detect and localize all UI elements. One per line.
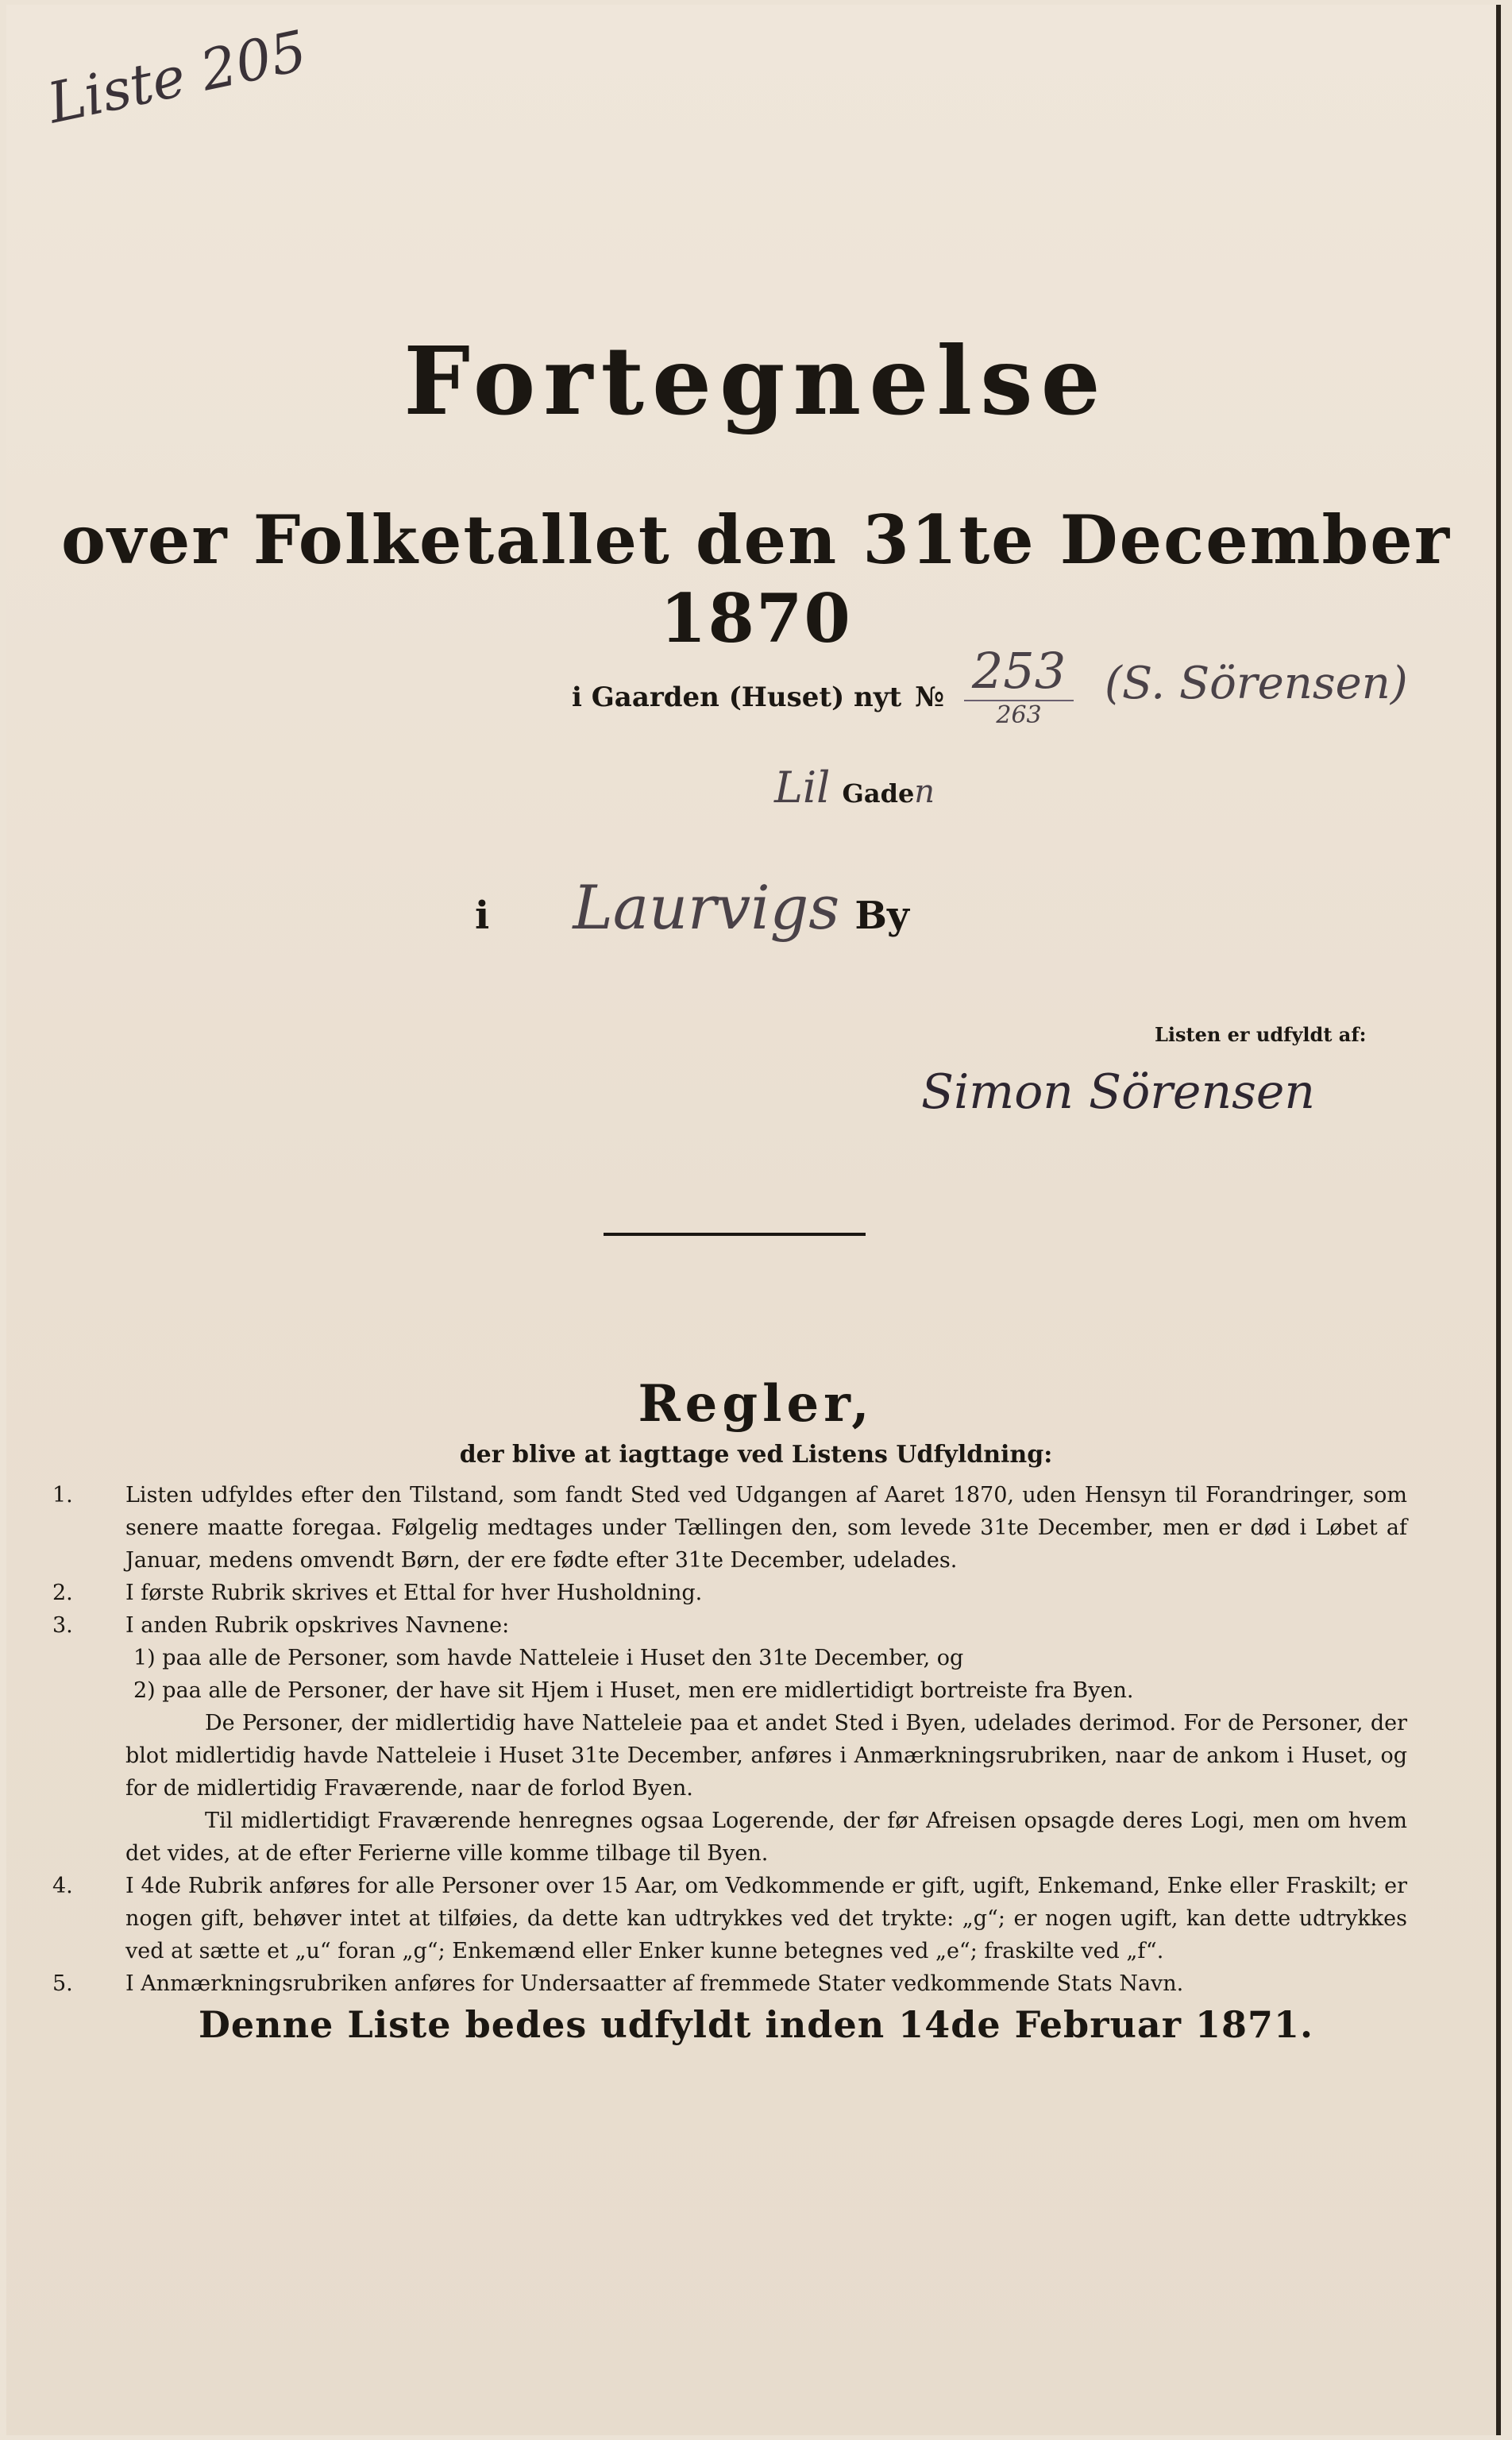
town-prefix: i xyxy=(475,894,490,938)
rule-1 xyxy=(52,1479,1407,1577)
rule-3-paragraph-1: De Personer, der midlertidig have Natteleie paa et andet Sted i Byen, udelades derimod. For de Personer, der blot midlertidig havde Natteleie i Huset 31te December, anføres i Anmærkningsrubriken, naar de ankom i Huset, og for de midlertidig Fraværende, naar de forlod Byen. xyxy=(125,1711,1407,1801)
rule-3-text: I anden Rubrik opskrives Navnene: xyxy=(125,1613,510,1638)
corner-note: Liste 205 xyxy=(42,17,313,137)
house-owner: (S. Sörensen) xyxy=(1105,658,1408,709)
rule-3-item-1: 1) paa alle de Personer, som havde Natteleie i Huset den 31te December, og xyxy=(133,1646,964,1670)
street-line xyxy=(774,762,935,813)
rule-2-text: I første Rubrik skrives et Ettal for hver Husholdning. xyxy=(125,1581,703,1605)
document-subtitle: over Folketallet den 31te December 1870 xyxy=(60,500,1451,658)
rule-5-number: 5. xyxy=(52,1971,73,1996)
rule-3-paragraph-2: Til midlertidigt Fraværende henregnes ogsaa Logerende, der før Afreisen opsagde deres Logi, men om hvem det vides, at de efter Ferierne ville komme tilbage til Byen. xyxy=(125,1809,1407,1866)
rule-4-text: I 4de Rubrik anføres for alle Personer over 15 Aar, om Vedkommende er gift, ugift, Enkemand, Enke eller Fraskilt; er nogen gift, behøver intet at tilføies, da dette kan udtrykkes ved det trykte: „g“; er nogen ugift, kan dette udtrykkes ved at sætte et „u“ foran „g“; Enkemænd eller Enker kunne betegnes ved „e“; fraskilte ved „f“. xyxy=(125,1874,1407,1963)
street-suffix: n xyxy=(914,774,935,810)
rule-3 xyxy=(52,1609,1407,1642)
rule-4 xyxy=(52,1870,1407,1967)
house-old-number: 263 xyxy=(996,701,1042,729)
street-name: Lil xyxy=(774,762,831,813)
filled-by-label: Listen er udfyldt af: xyxy=(1155,1023,1367,1046)
town-label: By xyxy=(854,894,909,938)
rules-list xyxy=(52,1479,1407,2000)
filled-by-name: Simon Sörensen xyxy=(921,1064,1316,1120)
rule-4-number: 4. xyxy=(52,1874,73,1898)
rule-2-number: 2. xyxy=(52,1581,73,1605)
number-sign: № xyxy=(915,681,945,713)
house-prefix: i Gaarden (Huset) nyt xyxy=(572,681,902,713)
divider-rule xyxy=(604,1233,866,1236)
rule-5-text: I Anmærkningsrubriken anføres for Undersaatter af fremmede Stater vedkommende Stats Navn. xyxy=(125,1971,1184,1996)
rules-title: Regler, xyxy=(638,1374,874,1434)
document-title: Fortegnelse xyxy=(403,326,1109,436)
rule-1-number: 1. xyxy=(52,1483,73,1508)
town-name: Laurvigs xyxy=(573,872,840,943)
house-line xyxy=(572,642,1445,753)
house-new-number: 253 xyxy=(964,642,1074,701)
rules-subtitle: der blive at iagttage ved Listens Udfyldning: xyxy=(459,1441,1053,1469)
rule-5 xyxy=(52,1967,1407,2000)
rule-1-text: Listen udfyldes efter den Tilstand, som fandt Sted ved Udgangen af Aaret 1870, uden Hensyn til Forandringer, som senere maatte foregaa. Følgelig medtages under Tællingen den, som levede 31te December, men er død i Løbet af Januar, medens omvendt Børn, der ere fødte efter 31te December, udelades. xyxy=(125,1483,1407,1573)
street-label: Gade xyxy=(842,778,915,809)
rule-3-item-2: 2) paa alle de Personer, der have sit Hjem i Huset, men ere midlertidigt bortreiste fra Byen. xyxy=(133,1678,1134,1703)
town-line xyxy=(475,872,1110,943)
deadline-notice: Denne Liste bedes udfyldt inden 14de Februar 1871. xyxy=(199,2003,1313,2046)
rule-3-number: 3. xyxy=(52,1613,73,1638)
rule-2 xyxy=(52,1577,1407,1609)
